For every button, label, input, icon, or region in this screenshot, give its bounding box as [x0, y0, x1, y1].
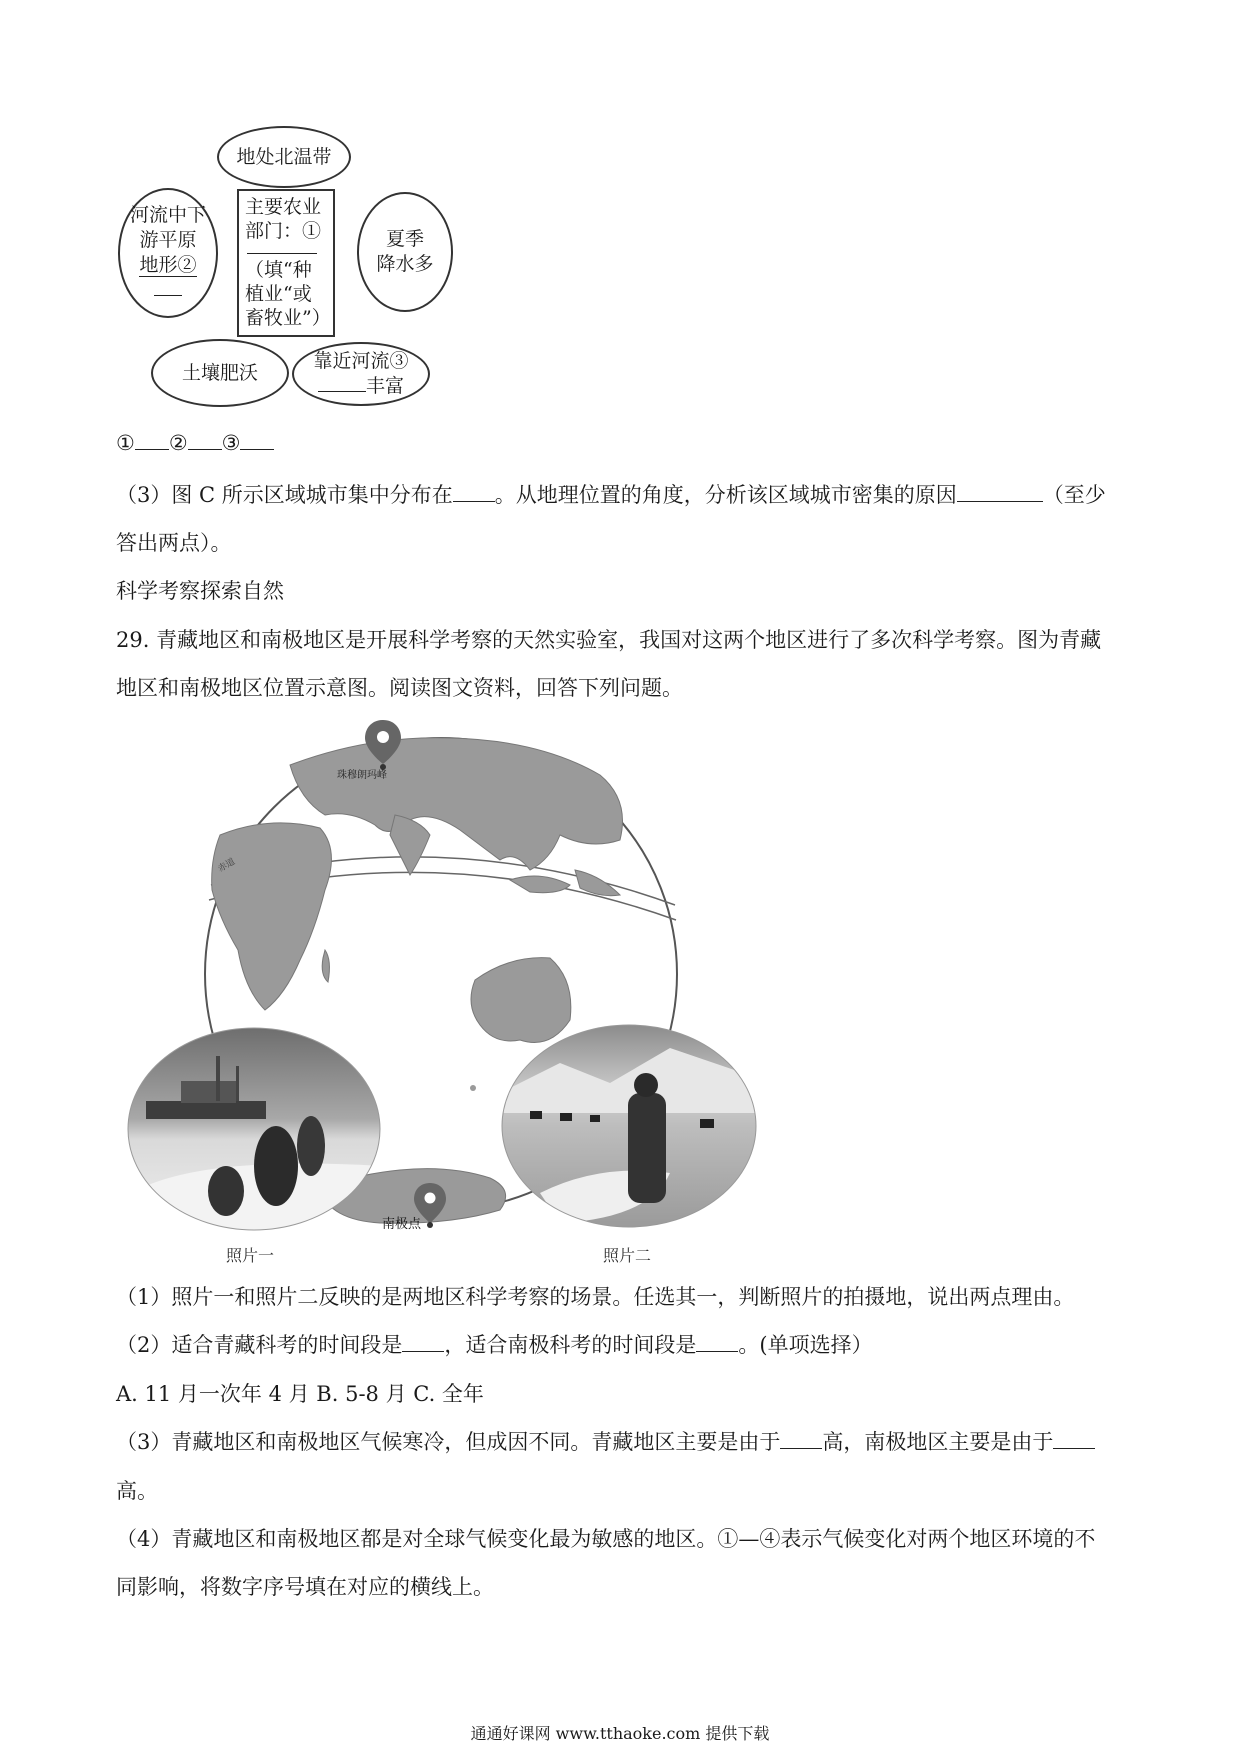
sub-question-1: （1）照片一和照片二反映的是两地区科学考察的场景。任选其一，判断照片的拍摄地，说出两点理由。: [116, 1285, 1075, 1309]
options-line: A. 11 月一次年 4 月 B. 5-8 月 C. 全年: [116, 1382, 484, 1406]
photo-2-image: [500, 1023, 758, 1229]
photo-1-caption: 照片一: [226, 1246, 275, 1265]
question-29-line2: 地区和南极地区位置示意图。阅读图文资料，回答下列问题。: [116, 676, 683, 700]
south-pole-label: 南极点: [382, 1217, 422, 1232]
sub-question-3-line1: （3）青藏地区和南极地区气候寒冷，但成因不同。青藏地区主要是由于 高，南极地区主要是由于: [116, 1427, 1095, 1457]
bottom-left-ellipse: 土壤肥沃: [151, 339, 289, 407]
bottom-right-ellipse: 靠近河流③ 丰富: [292, 342, 430, 406]
equator-label: 赤道: [216, 856, 238, 875]
footer-text: 通通好课网 www.tthaoke.com 提供下载: [470, 1724, 770, 1743]
question-3-prev-line1: （3）图 C 所示区域城市集中分布在 。从地理位置的角度，分析该区域城市密集的原因 （至少: [116, 483, 1106, 507]
top-ellipse: 地处北温带: [217, 126, 351, 188]
blank-qinghai-cause[interactable]: [780, 1428, 822, 1449]
section-title: 科学考察探索自然: [116, 579, 284, 603]
everest-label: 珠穆朗玛峰: [337, 770, 387, 781]
photo-2-caption: 照片二: [603, 1246, 652, 1265]
blank-antarctic-cause[interactable]: [1053, 1428, 1095, 1449]
blank-reason[interactable]: [957, 481, 1043, 502]
blank-3[interactable]: [240, 429, 274, 450]
photo-1-image: [126, 1026, 382, 1232]
sub-question-3-line2: 高。: [116, 1479, 158, 1503]
right-ellipse: 夏季 降水多: [357, 192, 453, 312]
left-ellipse: 河流中下 游平原 地形②: [118, 188, 218, 318]
sub-question-4-line2: 同影响，将数字序号填在对应的横线上。: [116, 1575, 494, 1599]
blank-antarctic-period[interactable]: [696, 1331, 738, 1352]
question-29-line1: 29. 青藏地区和南极地区是开展科学考察的天然实验室，我国对这两个地区进行了多次科学考察。图为青藏: [116, 628, 1102, 652]
question-3-prev-line2: 答出两点）。: [116, 531, 232, 555]
blank-1[interactable]: [135, 429, 169, 450]
center-box: 主要农业 部门：① （填“种 植业“或 畜牧业”）: [237, 189, 335, 337]
sub-question-4-line1: （4）青藏地区和南极地区都是对全球气候变化最为敏感的地区。①—④表示气候变化对两个地区环境的不: [116, 1527, 1096, 1551]
blank-city[interactable]: [453, 481, 495, 502]
answer-blanks-line: ① ② ③: [116, 428, 274, 458]
sub-question-2: （2）适合青藏科考的时间段是 ，适合南极科考的时间段是 。(单项选择）: [116, 1333, 873, 1357]
blank-qinghai-period[interactable]: [402, 1331, 444, 1352]
blank-2[interactable]: [188, 429, 222, 450]
